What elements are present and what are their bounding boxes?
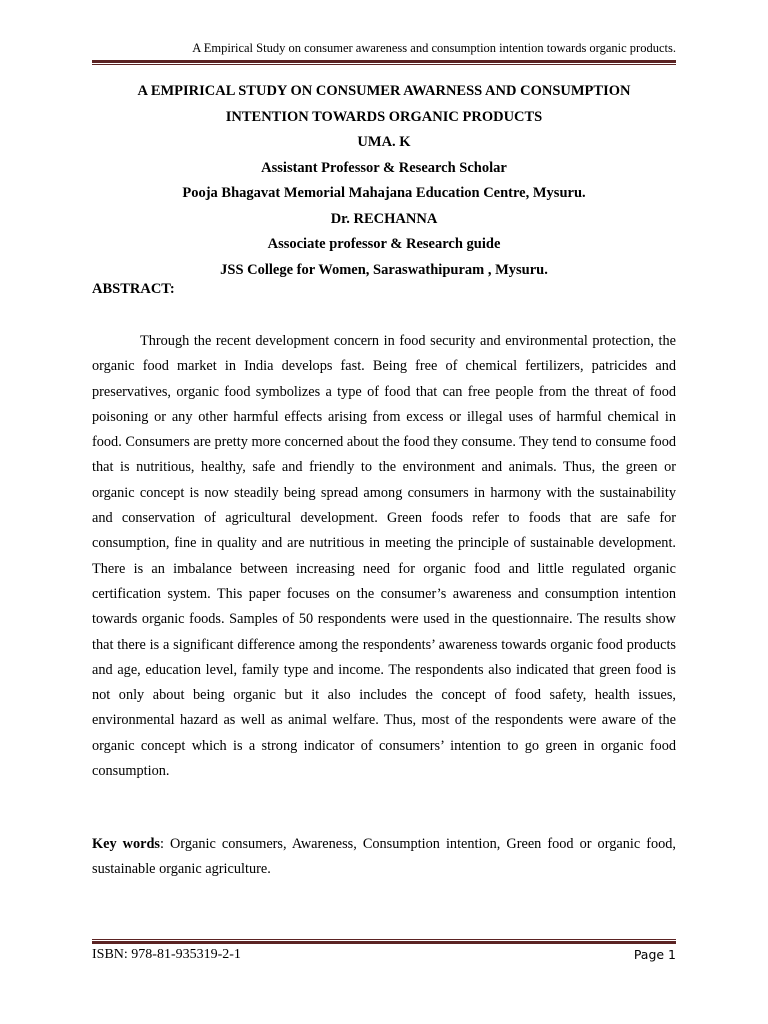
paper-title-line-2: INTENTION TOWARDS ORGANIC PRODUCTS [225,108,543,125]
page-number: Page 1 [633,947,676,962]
header-rule [92,60,676,66]
abstract-heading: ABSTRACT: [92,281,175,297]
paper-title-line-1: A EMPIRICAL STUDY ON CONSUMER AWARNESS AND CONSUMPTION [137,83,631,99]
isbn-label: ISBN: 978-81-935319-2-1 [92,947,241,962]
footer-rule [92,939,676,945]
author-2-name: Dr. RECHANNA [330,210,438,227]
abstract-body: Through the recent development concern in food security and environmental protection, the organic food market in India develops fast. Being free of chemical fertilizers, patricides and preservatives, organic food symbolizes a type of food that can free people from the threat of food poisoning or any other harmful effects arising from excess or illegal uses of harmful chemical in food. Consumers are pretty more concerned about the food they consume. They tend to consume food that is nutritious, healthy, safe and friendly to the environment and animals. Thus, the green or organic concept is now steadily being spread among consumers in harmony with the sustainability and conservation of agricultural development. Green foods refer to foods that are safe for consumption, fine in quality and are nutritious in meeting the principle of sustainable development. There is an imbalance between increasing need for organic food and little regulated organic certification system. This paper focuses on the consumer’s awareness and consumption intention towards organic foods. Samples of 50 respondents were used in the questionnaire. The results show that there is a significant difference among the respondents’ awareness towards organic food products and age, education level, family type and income. The respondents also indicated that green food is not only about being organic but it also includes the concept of food safety, health issues, environmental hazard as well as animal welfare. Thus, most of the respondents were aware of the organic concept which is a strong indicator of consumers’ intention to go green in organic food consumption. [92,333,676,780]
author-2-role: Associate professor & Research guide [267,236,501,252]
keywords-paragraph [92,832,676,883]
keywords-label: Key words [92,836,160,852]
author-1-affiliation: Pooja Bhagavat Memorial Mahajana Education Centre, Mysuru. [182,185,586,201]
title-block [92,79,676,283]
running-header: A Empirical Study on consumer awareness and consumption intention towards organic products. [192,41,676,55]
author-1-role: Assistant Professor & Research Scholar [261,159,507,176]
keywords-text: : Organic consumers, Awareness, Consumption intention, Green food or organic food, sustainable organic agriculture. [92,836,676,878]
author-2-affiliation: JSS College for Women, Saraswathipuram , Mysuru. [220,261,548,278]
author-1-name: UMA. K [357,134,411,150]
